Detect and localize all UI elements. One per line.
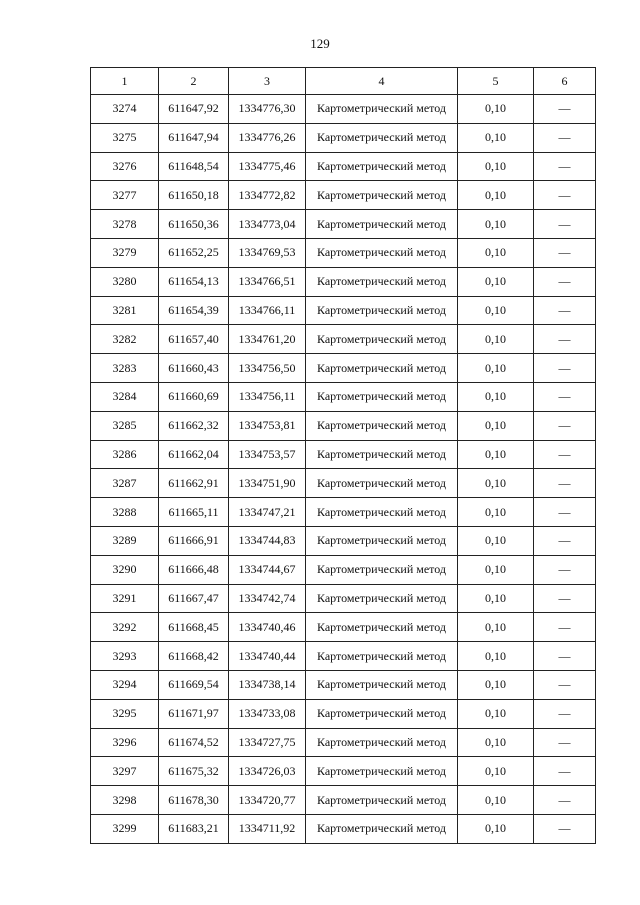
point-number-cell: 3298 xyxy=(91,786,159,815)
x-coordinate-cell: 611648,54 xyxy=(159,152,229,181)
table-row xyxy=(91,555,596,584)
x-coordinate-cell: 611660,69 xyxy=(159,382,229,411)
y-coordinate-cell: 1334761,20 xyxy=(229,325,306,354)
y-coordinate-cell: 1334753,57 xyxy=(229,440,306,469)
accuracy-cell: 0,10 xyxy=(458,613,534,642)
accuracy-cell: 0,10 xyxy=(458,728,534,757)
method-cell: Картометрический метод xyxy=(306,382,458,411)
table-row xyxy=(91,613,596,642)
accuracy-cell: 0,10 xyxy=(458,411,534,440)
method-cell: Картометрический метод xyxy=(306,325,458,354)
accuracy-cell: 0,10 xyxy=(458,95,534,124)
y-coordinate-cell: 1334711,92 xyxy=(229,814,306,843)
y-coordinate-cell: 1334756,11 xyxy=(229,382,306,411)
method-cell: Картометрический метод xyxy=(306,440,458,469)
table-row xyxy=(91,181,596,210)
table-row xyxy=(91,584,596,613)
description-cell: — xyxy=(534,584,596,613)
x-coordinate-cell: 611678,30 xyxy=(159,786,229,815)
point-number-cell: 3295 xyxy=(91,699,159,728)
x-coordinate-cell: 611662,04 xyxy=(159,440,229,469)
method-cell: Картометрический метод xyxy=(306,267,458,296)
table-row xyxy=(91,325,596,354)
y-coordinate-cell: 1334773,04 xyxy=(229,210,306,239)
table-row xyxy=(91,238,596,267)
table-row xyxy=(91,382,596,411)
header-cell-col2: 2 xyxy=(159,68,229,95)
y-coordinate-cell: 1334727,75 xyxy=(229,728,306,757)
y-coordinate-cell: 1334742,74 xyxy=(229,584,306,613)
x-coordinate-cell: 611665,11 xyxy=(159,498,229,527)
description-cell: — xyxy=(534,440,596,469)
x-coordinate-cell: 611669,54 xyxy=(159,670,229,699)
point-number-cell: 3297 xyxy=(91,757,159,786)
x-coordinate-cell: 611666,91 xyxy=(159,526,229,555)
point-number-cell: 3274 xyxy=(91,95,159,124)
accuracy-cell: 0,10 xyxy=(458,382,534,411)
point-number-cell: 3280 xyxy=(91,267,159,296)
table-row xyxy=(91,498,596,527)
table-row xyxy=(91,440,596,469)
description-cell: — xyxy=(534,555,596,584)
y-coordinate-cell: 1334744,83 xyxy=(229,526,306,555)
point-number-cell: 3293 xyxy=(91,642,159,671)
y-coordinate-cell: 1334766,51 xyxy=(229,267,306,296)
description-cell: — xyxy=(534,498,596,527)
description-cell: — xyxy=(534,526,596,555)
table-row xyxy=(91,728,596,757)
point-number-cell: 3291 xyxy=(91,584,159,613)
accuracy-cell: 0,10 xyxy=(458,526,534,555)
method-cell: Картометрический метод xyxy=(306,498,458,527)
table-row xyxy=(91,757,596,786)
description-cell: — xyxy=(534,728,596,757)
y-coordinate-cell: 1334747,21 xyxy=(229,498,306,527)
accuracy-cell: 0,10 xyxy=(458,555,534,584)
x-coordinate-cell: 611654,39 xyxy=(159,296,229,325)
method-cell: Картометрический метод xyxy=(306,584,458,613)
point-number-cell: 3285 xyxy=(91,411,159,440)
method-cell: Картометрический метод xyxy=(306,123,458,152)
accuracy-cell: 0,10 xyxy=(458,354,534,383)
method-cell: Картометрический метод xyxy=(306,728,458,757)
method-cell: Картометрический метод xyxy=(306,670,458,699)
table-row xyxy=(91,210,596,239)
header-cell-col5: 5 xyxy=(458,68,534,95)
x-coordinate-cell: 611650,18 xyxy=(159,181,229,210)
description-cell: — xyxy=(534,613,596,642)
accuracy-cell: 0,10 xyxy=(458,296,534,325)
x-coordinate-cell: 611667,47 xyxy=(159,584,229,613)
description-cell: — xyxy=(534,267,596,296)
description-cell: — xyxy=(534,814,596,843)
header-row xyxy=(91,68,596,95)
point-number-cell: 3299 xyxy=(91,814,159,843)
point-number-cell: 3286 xyxy=(91,440,159,469)
method-cell: Картометрический метод xyxy=(306,757,458,786)
method-cell: Картометрический метод xyxy=(306,613,458,642)
y-coordinate-cell: 1334738,14 xyxy=(229,670,306,699)
header-cell-col3: 3 xyxy=(229,68,306,95)
description-cell: — xyxy=(534,325,596,354)
description-cell: — xyxy=(534,382,596,411)
y-coordinate-cell: 1334753,81 xyxy=(229,411,306,440)
description-cell: — xyxy=(534,95,596,124)
y-coordinate-cell: 1334733,08 xyxy=(229,699,306,728)
point-number-cell: 3275 xyxy=(91,123,159,152)
x-coordinate-cell: 611654,13 xyxy=(159,267,229,296)
x-coordinate-cell: 611666,48 xyxy=(159,555,229,584)
accuracy-cell: 0,10 xyxy=(458,584,534,613)
y-coordinate-cell: 1334766,11 xyxy=(229,296,306,325)
method-cell: Картометрический метод xyxy=(306,469,458,498)
method-cell: Картометрический метод xyxy=(306,699,458,728)
x-coordinate-cell: 611650,36 xyxy=(159,210,229,239)
point-number-cell: 3277 xyxy=(91,181,159,210)
table-row xyxy=(91,670,596,699)
point-number-cell: 3278 xyxy=(91,210,159,239)
x-coordinate-cell: 611660,43 xyxy=(159,354,229,383)
method-cell: Картометрический метод xyxy=(306,354,458,383)
description-cell: — xyxy=(534,642,596,671)
method-cell: Картометрический метод xyxy=(306,296,458,325)
method-cell: Картометрический метод xyxy=(306,95,458,124)
x-coordinate-cell: 611674,52 xyxy=(159,728,229,757)
accuracy-cell: 0,10 xyxy=(458,642,534,671)
y-coordinate-cell: 1334720,77 xyxy=(229,786,306,815)
header-cell-col1: 1 xyxy=(91,68,159,95)
coordinates-table xyxy=(90,67,596,844)
x-coordinate-cell: 611647,92 xyxy=(159,95,229,124)
x-coordinate-cell: 611652,25 xyxy=(159,238,229,267)
y-coordinate-cell: 1334740,44 xyxy=(229,642,306,671)
point-number-cell: 3296 xyxy=(91,728,159,757)
table-row xyxy=(91,354,596,383)
table-header xyxy=(91,68,596,95)
x-coordinate-cell: 611662,91 xyxy=(159,469,229,498)
header-cell-col6: 6 xyxy=(534,68,596,95)
accuracy-cell: 0,10 xyxy=(458,440,534,469)
description-cell: — xyxy=(534,786,596,815)
method-cell: Картометрический метод xyxy=(306,642,458,671)
accuracy-cell: 0,10 xyxy=(458,699,534,728)
y-coordinate-cell: 1334776,26 xyxy=(229,123,306,152)
y-coordinate-cell: 1334751,90 xyxy=(229,469,306,498)
point-number-cell: 3289 xyxy=(91,526,159,555)
point-number-cell: 3292 xyxy=(91,613,159,642)
method-cell: Картометрический метод xyxy=(306,210,458,239)
method-cell: Картометрический метод xyxy=(306,181,458,210)
method-cell: Картометрический метод xyxy=(306,786,458,815)
point-number-cell: 3294 xyxy=(91,670,159,699)
method-cell: Картометрический метод xyxy=(306,814,458,843)
description-cell: — xyxy=(534,411,596,440)
table-row xyxy=(91,814,596,843)
description-cell: — xyxy=(534,699,596,728)
accuracy-cell: 0,10 xyxy=(458,469,534,498)
y-coordinate-cell: 1334740,46 xyxy=(229,613,306,642)
accuracy-cell: 0,10 xyxy=(458,670,534,699)
y-coordinate-cell: 1334775,46 xyxy=(229,152,306,181)
accuracy-cell: 0,10 xyxy=(458,325,534,354)
x-coordinate-cell: 611657,40 xyxy=(159,325,229,354)
table-row xyxy=(91,267,596,296)
table-row xyxy=(91,469,596,498)
description-cell: — xyxy=(534,296,596,325)
table-body xyxy=(91,95,596,844)
method-cell: Картометрический метод xyxy=(306,411,458,440)
point-number-cell: 3290 xyxy=(91,555,159,584)
accuracy-cell: 0,10 xyxy=(458,757,534,786)
x-coordinate-cell: 611668,45 xyxy=(159,613,229,642)
accuracy-cell: 0,10 xyxy=(458,498,534,527)
x-coordinate-cell: 611683,21 xyxy=(159,814,229,843)
description-cell: — xyxy=(534,152,596,181)
y-coordinate-cell: 1334756,50 xyxy=(229,354,306,383)
x-coordinate-cell: 611647,94 xyxy=(159,123,229,152)
x-coordinate-cell: 611671,97 xyxy=(159,699,229,728)
table-row xyxy=(91,152,596,181)
point-number-cell: 3287 xyxy=(91,469,159,498)
accuracy-cell: 0,10 xyxy=(458,267,534,296)
table-row xyxy=(91,786,596,815)
point-number-cell: 3284 xyxy=(91,382,159,411)
x-coordinate-cell: 611662,32 xyxy=(159,411,229,440)
table-row xyxy=(91,296,596,325)
description-cell: — xyxy=(534,757,596,786)
method-cell: Картометрический метод xyxy=(306,555,458,584)
table-row xyxy=(91,411,596,440)
header-cell-col4: 4 xyxy=(306,68,458,95)
y-coordinate-cell: 1334744,67 xyxy=(229,555,306,584)
point-number-cell: 3281 xyxy=(91,296,159,325)
point-number-cell: 3276 xyxy=(91,152,159,181)
point-number-cell: 3282 xyxy=(91,325,159,354)
description-cell: — xyxy=(534,181,596,210)
point-number-cell: 3283 xyxy=(91,354,159,383)
description-cell: — xyxy=(534,123,596,152)
description-cell: — xyxy=(534,670,596,699)
description-cell: — xyxy=(534,210,596,239)
description-cell: — xyxy=(534,469,596,498)
method-cell: Картометрический метод xyxy=(306,152,458,181)
point-number-cell: 3279 xyxy=(91,238,159,267)
method-cell: Картометрический метод xyxy=(306,238,458,267)
accuracy-cell: 0,10 xyxy=(458,152,534,181)
method-cell: Картометрический метод xyxy=(306,526,458,555)
y-coordinate-cell: 1334776,30 xyxy=(229,95,306,124)
description-cell: — xyxy=(534,238,596,267)
x-coordinate-cell: 611668,42 xyxy=(159,642,229,671)
y-coordinate-cell: 1334772,82 xyxy=(229,181,306,210)
table-row xyxy=(91,526,596,555)
description-cell: — xyxy=(534,354,596,383)
table-row xyxy=(91,123,596,152)
table-row xyxy=(91,642,596,671)
accuracy-cell: 0,10 xyxy=(458,123,534,152)
point-number-cell: 3288 xyxy=(91,498,159,527)
accuracy-cell: 0,10 xyxy=(458,210,534,239)
y-coordinate-cell: 1334726,03 xyxy=(229,757,306,786)
table-row xyxy=(91,95,596,124)
accuracy-cell: 0,10 xyxy=(458,238,534,267)
page-number: 129 xyxy=(310,36,330,51)
y-coordinate-cell: 1334769,53 xyxy=(229,238,306,267)
x-coordinate-cell: 611675,32 xyxy=(159,757,229,786)
table-row xyxy=(91,699,596,728)
accuracy-cell: 0,10 xyxy=(458,814,534,843)
accuracy-cell: 0,10 xyxy=(458,786,534,815)
accuracy-cell: 0,10 xyxy=(458,181,534,210)
